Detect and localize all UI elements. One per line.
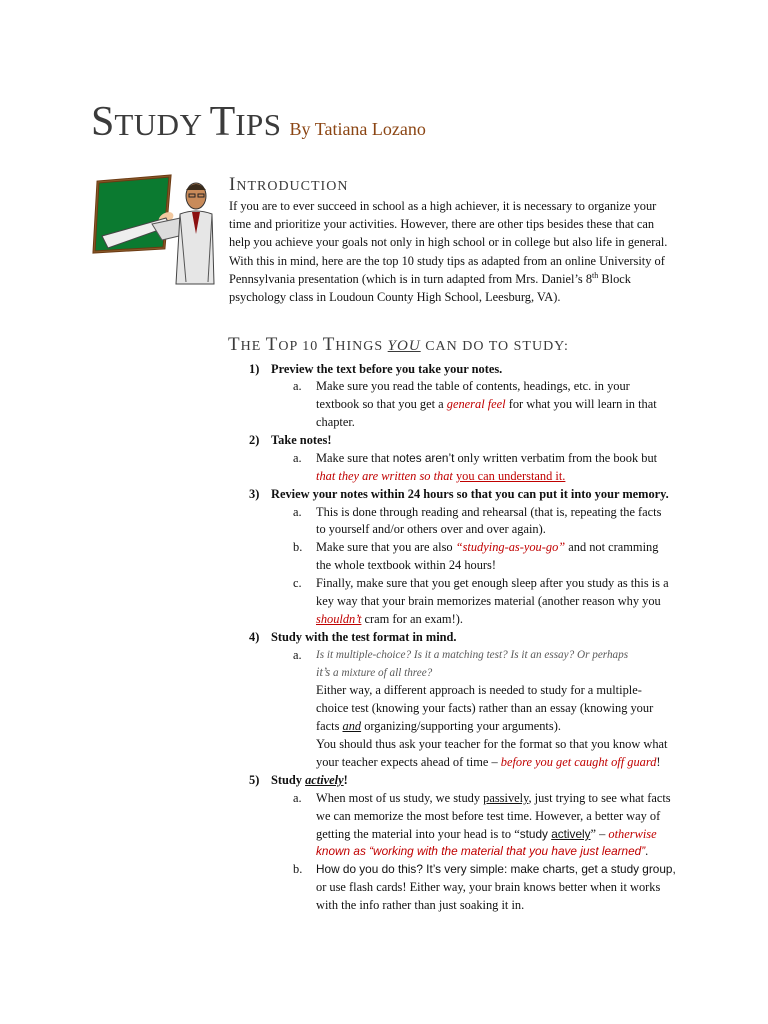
t: When most of us study, we study xyxy=(316,791,484,805)
title-space xyxy=(201,107,209,142)
emphasis: and xyxy=(342,719,362,733)
subitem-line: choice test (knowing your facts) rather than an essay (knowing your xyxy=(316,701,654,715)
subitem-letter: c. xyxy=(293,576,302,590)
t: Make sure that you are also xyxy=(316,540,456,554)
intro-line xyxy=(229,270,669,288)
item-title: Take notes! xyxy=(271,433,332,447)
subitem-letter: b. xyxy=(293,862,303,876)
subitem-line: key way that your brain memorizes material (another reason why you xyxy=(316,594,661,608)
intro-line: time and prioritize your activities. However, there are other tips besides these that can xyxy=(229,217,655,232)
item-title: Study with the test format in mind. xyxy=(271,630,457,644)
t: textbook so that you get a xyxy=(316,397,447,411)
emphasis: actively xyxy=(305,773,344,787)
subitem-line xyxy=(316,843,648,860)
emphasis: you can understand it. xyxy=(455,469,566,483)
top10-heading xyxy=(228,334,569,356)
subitem-line xyxy=(316,468,565,485)
t: organizing/supporting your arguments). xyxy=(361,719,561,733)
t: , just trying to see what facts xyxy=(528,791,671,805)
t: a mixture of all three? xyxy=(330,667,433,679)
emphasis: before you get caught off guard xyxy=(500,755,657,769)
title-s: S xyxy=(91,99,115,145)
intro-heading-cap: I xyxy=(229,174,237,195)
subitem-letter: a. xyxy=(293,505,302,519)
h-part: CAN DO TO STUDY: xyxy=(420,339,569,354)
subitem-line: Finally, make sure that you get enough sleep after you study as this is a xyxy=(316,576,669,590)
emphasis: that they are written so that xyxy=(316,469,456,483)
t: cram for an exam!). xyxy=(361,612,463,626)
subitem-line: This is done through reading and rehearsal (that is, repeating the facts xyxy=(316,505,662,519)
title-tudy: TUDY xyxy=(114,107,202,142)
t: your teacher expects ahead of time – xyxy=(316,755,501,769)
subitem-line: Make sure you read the table of contents, headings, etc. in your xyxy=(316,379,630,393)
h-you: YOU xyxy=(387,338,421,354)
item-title xyxy=(271,772,348,789)
t: facts xyxy=(316,719,343,733)
emphasis: shouldn’t xyxy=(316,612,362,626)
subitem-letter: b. xyxy=(293,540,303,554)
t: only written verbatim from the book but xyxy=(454,451,658,465)
subitem-line: or use flash cards! Either way, your brain knows better when it works xyxy=(316,880,661,894)
item-number: 4) xyxy=(249,630,260,644)
intro-line5-a: Pennsylvania presentation (which is in turn adapted from Mrs. Daniel’s 8 xyxy=(229,271,593,286)
subitem-line xyxy=(316,754,661,771)
intro-line5-sup: th xyxy=(592,270,599,280)
subitem-line: to yourself and/or others over and over again). xyxy=(316,522,546,536)
title-ips: IPS xyxy=(235,107,282,142)
t: it’s xyxy=(316,665,331,679)
emphasis: actively xyxy=(551,827,591,841)
item-title: Preview the text before you take your notes. xyxy=(271,362,503,376)
subitem-line xyxy=(316,664,432,682)
subitem-line: the whole textbook within 24 hours! xyxy=(316,558,496,572)
t: getting the material into your head is to “ xyxy=(316,827,520,841)
subitem-line xyxy=(316,611,463,628)
subitem-line xyxy=(316,396,657,413)
intro-line: psychology class in Loudoun County High School, Leesburg, VA). xyxy=(229,290,561,305)
subitem-line xyxy=(316,718,561,735)
emphasis: general feel xyxy=(446,397,506,411)
subitem-line: Is it multiple-choice? Is it a matching test? Is it an essay? Or perhaps xyxy=(316,649,629,661)
subitem-letter: a. xyxy=(293,791,302,805)
byline: By Tatiana Lozano xyxy=(289,119,426,139)
h-part: T xyxy=(228,334,241,355)
page-title xyxy=(91,98,426,146)
subitem-line xyxy=(316,790,671,807)
t: . xyxy=(645,844,649,858)
t: notes aren’t xyxy=(392,451,455,465)
emphasis: “studying-as-you-go” xyxy=(455,540,566,554)
h-part: T xyxy=(322,334,336,355)
title-t: T xyxy=(209,99,236,145)
h-part: HINGS xyxy=(335,339,388,354)
intro-line5-b: Block xyxy=(598,271,631,286)
subitem-line xyxy=(316,450,657,467)
emphasis: passively xyxy=(483,791,529,805)
introduction-heading xyxy=(229,174,348,196)
subitem-line: we can memorize the most before test time. However, a better way of xyxy=(316,809,661,823)
item-number: 2) xyxy=(249,433,260,447)
intro-line: If you are to ever succeed in school as a high achiever, it is necessary to organize your xyxy=(229,199,657,213)
t: ! xyxy=(343,773,348,787)
t: ! xyxy=(656,755,661,769)
intro-line: help you achieve your goals not only in high school or in college but also life in general. xyxy=(229,235,668,250)
item-number: 5) xyxy=(249,773,260,787)
subitem-line: How do you do this? It’s very simple: make charts, get a study group, xyxy=(316,862,676,876)
item-number: 3) xyxy=(249,487,260,501)
item-title: Review your notes within 24 hours so that you can put it into your memory. xyxy=(271,487,669,501)
emphasis: known as “working with the material that you have just learned” xyxy=(316,844,646,858)
emphasis: otherwise xyxy=(608,827,657,841)
t: study xyxy=(519,827,552,841)
h-part: HE xyxy=(240,339,266,354)
item-number: 1) xyxy=(249,362,260,376)
subitem-line: Either way, a different approach is needed to study for a multiple- xyxy=(316,683,642,697)
introduction-paragraph xyxy=(229,197,669,306)
h-part: OP 10 xyxy=(278,339,323,354)
t: Make sure that xyxy=(316,451,393,465)
subitem-letter: a. xyxy=(293,648,302,662)
t: for what you will learn in that xyxy=(505,397,657,411)
subitem-line: with the info rather than just soaking it in. xyxy=(316,898,525,912)
teacher-pointing-at-chalkboard-icon xyxy=(92,174,216,286)
h-part: T xyxy=(265,334,279,355)
subitem-letter: a. xyxy=(293,379,302,393)
t: Study xyxy=(271,773,306,787)
t: ” – xyxy=(590,827,609,841)
intro-line: With this in mind, here are the top 10 study tips as adapted from an online University of xyxy=(229,253,665,268)
intro-heading-rest: NTRODUCTION xyxy=(236,179,349,194)
t: and not cramming xyxy=(565,540,659,554)
subitem-line xyxy=(316,826,657,843)
subitem-line: You should thus ask your teacher for the format so that you know what xyxy=(316,737,668,751)
subitem-line xyxy=(316,539,658,556)
subitem-letter: a. xyxy=(293,451,302,465)
subitem-line: chapter. xyxy=(316,415,355,429)
